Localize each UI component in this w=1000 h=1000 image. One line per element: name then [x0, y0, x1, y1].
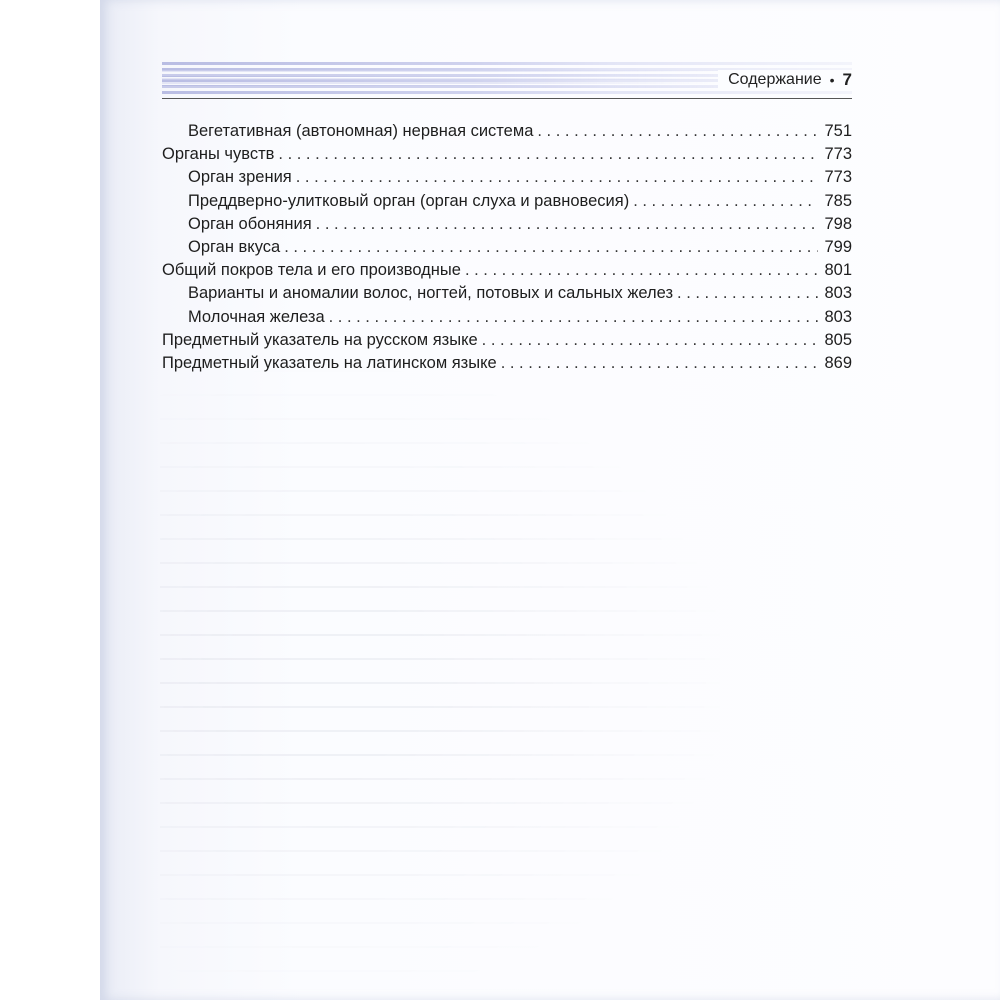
toc-entry: [162, 261, 852, 284]
dot-leader: [284, 238, 818, 257]
toc-entry: [162, 308, 852, 331]
toc-entry: [162, 168, 852, 191]
dot-leader: [329, 308, 818, 327]
toc-entry-title: Варианты и аномалии волос, ногтей, потовых и сальных желез: [188, 284, 674, 303]
dot-leader: [501, 354, 818, 373]
running-header: [162, 62, 852, 100]
toc-entry-title: Предметный указатель на латинском языке: [162, 353, 497, 372]
toc-entry-title: Орган зрения: [188, 168, 292, 187]
table-of-contents: [162, 122, 852, 377]
toc-entry-page: 773: [824, 168, 852, 187]
toc-entry: [162, 284, 852, 307]
dot-leader: [633, 192, 818, 211]
toc-entry: [162, 122, 852, 145]
toc-entry-page: 751: [824, 122, 852, 140]
dot-leader: [537, 122, 818, 141]
page-number: 7: [842, 70, 852, 89]
toc-entry-title: Преддверно-улитковый орган (орган слуха и равновесия): [188, 191, 630, 210]
toc-entry: [162, 331, 852, 354]
toc-entry-page: 799: [824, 237, 852, 256]
toc-entry: [162, 215, 852, 238]
section-title: Содержание: [728, 71, 822, 88]
header-rule: [162, 98, 852, 99]
toc-entry-title: Органы чувств: [162, 145, 275, 164]
toc-entry-title: Вегетативная (автономная) нервная система: [188, 122, 534, 140]
toc-entry-title: Молочная железа: [188, 307, 325, 326]
toc-entry-page: 801: [824, 261, 852, 280]
dot-leader: [278, 145, 818, 164]
toc-entry-title: Предметный указатель на русском языке: [162, 330, 478, 349]
toc-entry-page: 803: [824, 307, 852, 326]
toc-entry: [162, 354, 852, 377]
toc-entry-page: 803: [824, 284, 852, 303]
header-label: [718, 70, 852, 90]
show-through-text: [160, 370, 720, 990]
toc-entry: [162, 238, 852, 261]
toc-entry-title: Орган вкуса: [188, 237, 281, 256]
header-stripe-fill: [162, 70, 722, 88]
toc-entry-page: 798: [824, 214, 852, 233]
toc-entry: [162, 145, 852, 168]
toc-entry: [162, 192, 852, 215]
toc-entry-title: Общий покров тела и его производные: [162, 261, 461, 280]
dot-leader: [465, 261, 818, 280]
dot-leader: [482, 331, 818, 350]
toc-entry-page: 785: [824, 191, 852, 210]
dot-leader: [677, 284, 818, 303]
toc-entry-page: 869: [824, 353, 852, 372]
bullet-separator: •: [829, 72, 835, 88]
dot-leader: [316, 215, 818, 234]
toc-entry-title: Орган обоняния: [188, 214, 312, 233]
toc-entry-page: 805: [824, 330, 852, 349]
toc-entry-page: 773: [824, 145, 852, 164]
dot-leader: [296, 168, 818, 187]
